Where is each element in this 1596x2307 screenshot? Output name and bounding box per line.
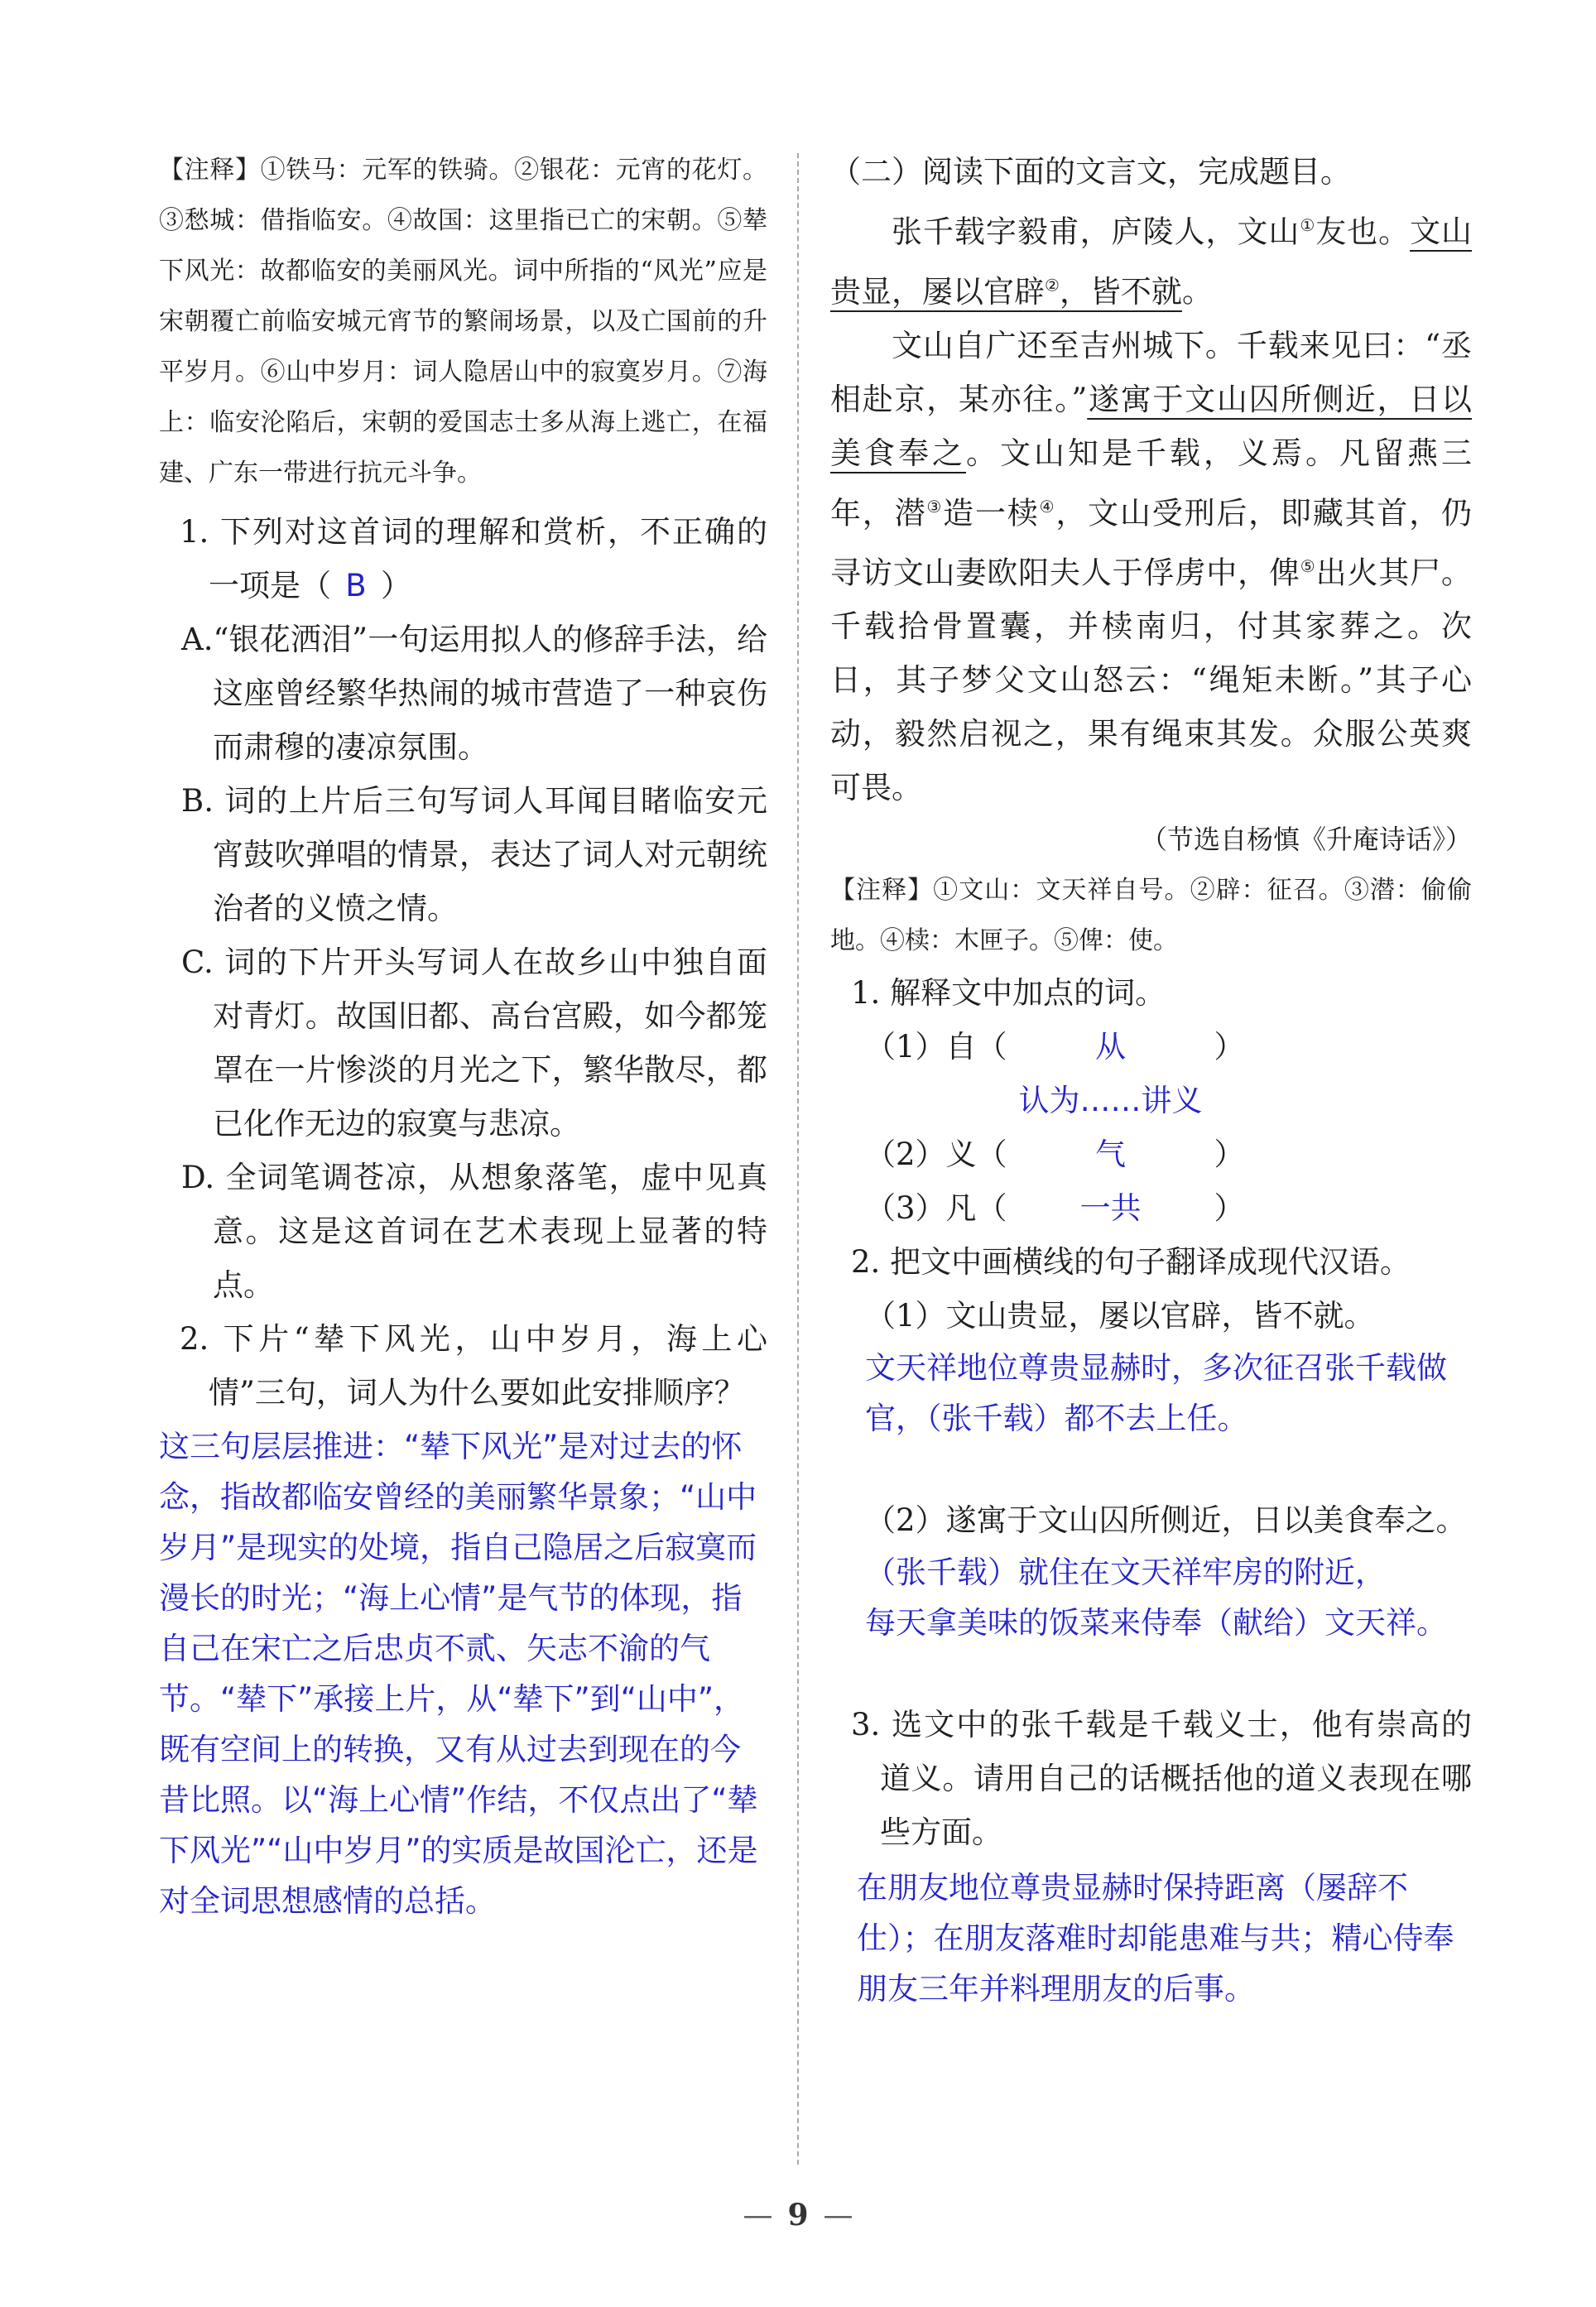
page-dash-right: — <box>823 2199 853 2233</box>
reading-question-2 <box>830 1235 1472 1648</box>
column-divider <box>797 153 799 2165</box>
word-item-3: （3）凡（ 一共 ） <box>830 1181 1472 1235</box>
page-number: — 9 — <box>743 2198 853 2233</box>
translate-sentence-2: （2）遂寓于文山囚所侧近，日以美食奉之。 <box>865 1502 1467 1539</box>
option-a: A.“银花洒泪”一句运用拟人的修辞手法，给这座曾经繁华热闹的城市营造了一种哀伤而肃穆的凄凉氛围。 <box>181 622 767 765</box>
option-d: D. 全词笔调苍凉，从想象落笔，虚中见真意。这是这首词在艺术表现上显著的特点。 <box>181 1160 767 1303</box>
underlined-sentence-1: 文山贵显，屡以官辟②，皆不就 <box>830 214 1473 310</box>
passage-annotation: 【注释】①文山：文天祥自号。②辟：征召。③潜：偷偷地。④椟：木匣子。⑤俾：使。 <box>830 876 1472 956</box>
word-answer-1: 从 <box>1095 1029 1127 1065</box>
passage-source: （节选自杨慎《升庵诗话》） <box>1140 824 1472 856</box>
word-item-2: （2）义（认为……讲义气 ） <box>830 1074 1472 1181</box>
reading-question-3-answer: 在朋友地位尊贵显赫时保持距离（屡辞不仕）；在朋友落难时却能患难与共；精心侍奉朋友三年并料理朋友的后事。 <box>857 1870 1454 2007</box>
underlined-sentence-2: 遂寓于文山囚所侧近，日以美食奉之 <box>830 381 1472 471</box>
left-column <box>159 145 767 1926</box>
passage-paragraph-1: 张千载字毅甫，庐陵人，文山①友也。文山贵显，屡以官辟②，皆不就。 <box>830 214 1473 310</box>
reading-question-3-stem: 3. 选文中的张千载是千载义士，他有崇高的道义。请用自己的话概括他的道义表现在哪些方面。 <box>851 1707 1472 1851</box>
translate-sentence-1: （1）文山贵显，屡以官辟，皆不就。 <box>865 1298 1375 1334</box>
option-b: B. 词的上片后三句写词人耳闻目睹临安元宵鼓吹弹唱的情景，表达了词人对元朝统治者的义愤之情。 <box>181 783 767 926</box>
word-answer-2: 认为……讲义气 <box>1018 1083 1203 1173</box>
reading-question-1 <box>830 966 1472 1235</box>
question-1 <box>159 505 767 1312</box>
reading-question-2-stem: 2. 把文中画横线的句子翻译成现代汉语。 <box>851 1244 1411 1281</box>
reading-question-1-stem: 1. 解释文中加点的词。 <box>851 975 1166 1012</box>
option-c: C. 词的下片开头写词人在故乡山中独自面对青灯。故国旧都、高台宫殿，如今都笼罩在一片惨淡的月光之下，繁华散尽，都已化作无边的寂寞与悲凉。 <box>181 944 767 1141</box>
word-answer-3: 一共 <box>1079 1190 1142 1227</box>
question-2-answer: 这三句层层推进：“辇下风光”是对过去的怀念，指故都临安曾经的美丽繁华景象；“山中岁月”是现实的处境，指自己隐居之后寂寞而漫长的时光；“海上心情”是气节的体现，指自己在宋亡之后忠贞不贰、矢志不渝的气节。“辇下”承接上片，从“辇下”到“山中”，既有空间上的转换，又有从过去到现在的今昔比照。以“海上心情”作结，不仅点出了“辇下风光”“山中岁月”的实质是故国沦亡，还是对全词思想感情的总括。 <box>159 1429 758 1919</box>
question-2 <box>159 1312 767 1926</box>
translate-answer-1: 文天祥地位尊贵显赫时，多次征召张千载做官，（张千载）都不去上任。 <box>865 1350 1447 1437</box>
reading-question-3 <box>830 1698 1472 2014</box>
page-dash-left: — <box>743 2199 773 2233</box>
question-1-answer: B <box>345 568 367 603</box>
passage-paragraph-2: 文山自广还至吉州城下。千载来见曰：“丞相赴京，某亦往。”遂寓于文山囚所侧近，日以美食奉之。文山知是千载，义焉。凡留燕三年，潜③造一椟④，文山受刑后，即藏其首，仍寻访文山妻欧阳夫人于俘虏中，俾⑤出火其尸。千载拾骨置囊，并椟南归，付其家葬之。次日，其子梦父文山怒云：“绳矩未断。”其子心动，毅然启视之，果有绳束其发。众服公英爽可畏。 <box>830 327 1473 806</box>
translate-answer-2-line-2: 每天拿美味的饭菜来侍奉（献给）文天祥。 <box>865 1605 1447 1641</box>
section-heading: （二）阅读下面的文言文，完成题目。 <box>830 154 1351 190</box>
question-1-stem: 1. 下列对这首词的理解和赏析，不正确的一项是（ B ） <box>159 505 767 613</box>
poem-annotation: 【注释】①铁马：元军的铁骑。②银花：元宵的花灯。③愁城：借指临安。④故国：这里指已亡的宋朝。⑤辇下风光：故都临安的美丽风光。词中所指的“风光”应是宋朝覆亡前临安城元宵节的繁闹场景，以及亡国前的升平岁月。⑥山中岁月：词人隐居山中的寂寞岁月。⑦海上：临安沦陷后，宋朝的爱国志士多从海上逃亡，在福建、广东一带进行抗元斗争。 <box>159 156 767 488</box>
word-item-1: （1）自（ 从 ） <box>830 1020 1472 1074</box>
translate-answer-2-line-1: （张千载）就住在文天祥牢房的附近， <box>865 1555 1386 1591</box>
question-2-stem: 2. 下片“辇下风光，山中岁月，海上心情”三句，词人为什么要如此安排顺序？ <box>180 1321 767 1411</box>
right-column <box>830 145 1472 2014</box>
